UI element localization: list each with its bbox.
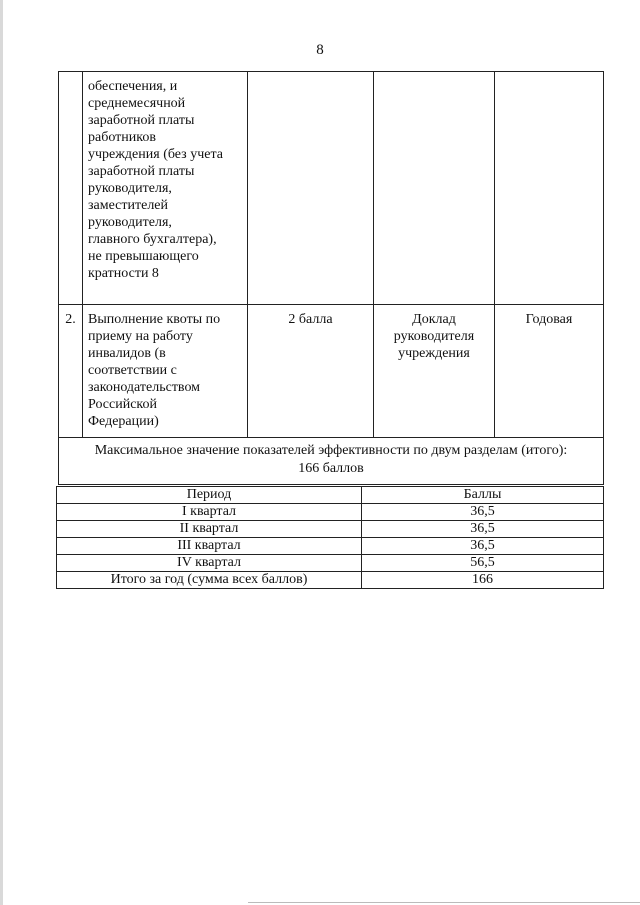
score-header: Баллы — [362, 487, 604, 504]
description-line: не превышающего — [88, 249, 199, 264]
frequency-cell: Годовая — [495, 305, 604, 438]
row-number: 2. — [59, 305, 83, 438]
description-line: главного бухгалтера), — [88, 232, 217, 247]
total-row — [59, 438, 604, 485]
table-row — [57, 572, 604, 589]
table-row — [57, 538, 604, 555]
source-cell — [374, 305, 495, 438]
criterion-description — [83, 305, 248, 438]
period-cell: III квартал — [57, 538, 362, 555]
table-row — [57, 521, 604, 538]
description-line: заместителей — [88, 198, 169, 213]
period-cell: II квартал — [57, 521, 362, 538]
description-line: соответствии с — [88, 363, 177, 378]
description-line: руководителя, — [88, 215, 172, 230]
scan-edge-line — [248, 902, 640, 903]
description-line: учреждения (без учета — [88, 147, 223, 162]
description-line: обеспечения, и — [88, 79, 178, 94]
description-line: работников — [88, 130, 156, 145]
points-cell: 2 балла — [248, 305, 374, 438]
score-cell: 56,5 — [362, 555, 604, 572]
period-header: Период — [57, 487, 362, 504]
description-line: заработной платы — [88, 113, 195, 128]
score-table — [56, 486, 604, 589]
source-line: Доклад — [412, 312, 456, 327]
total-cell — [59, 438, 604, 485]
description-line: кратности 8 — [88, 266, 159, 281]
source-line: руководителя — [393, 329, 475, 344]
period-cell: Итого за год (сумма всех баллов) — [57, 572, 362, 589]
period-cell: I квартал — [57, 504, 362, 521]
page-edge — [0, 0, 3, 905]
period-cell: IV квартал — [57, 555, 362, 572]
description-line: инвалидов (в — [88, 346, 166, 361]
page-number: 8 — [316, 42, 324, 58]
description-line: Российской — [88, 397, 157, 412]
total-value: 166 баллов — [298, 461, 364, 476]
description-line: приему на работу — [88, 329, 193, 344]
description-line: Федерации) — [88, 414, 159, 429]
description-line: заработной платы — [88, 164, 195, 179]
table-row — [57, 504, 604, 521]
description-line: руководителя, — [88, 181, 172, 196]
description-line: законодательством — [88, 380, 201, 395]
frequency-cell — [495, 72, 604, 305]
row-number — [59, 72, 83, 305]
total-text: Максимальное значение показателей эффективности по двум разделам (итого): — [94, 443, 568, 458]
score-cell: 36,5 — [362, 538, 604, 555]
points-cell — [248, 72, 374, 305]
score-cell: 36,5 — [362, 521, 604, 538]
criteria-table — [58, 71, 604, 485]
table-row — [59, 305, 604, 438]
description-line: среднемесячной — [88, 96, 186, 111]
source-line: учреждения — [398, 346, 470, 361]
table-row — [59, 72, 604, 305]
score-cell: 36,5 — [362, 504, 604, 521]
criterion-description — [83, 72, 248, 305]
score-header-row — [57, 487, 604, 504]
source-cell — [374, 72, 495, 305]
score-cell: 166 — [362, 572, 604, 589]
description-line: Выполнение квоты по — [88, 312, 221, 327]
table-row — [57, 555, 604, 572]
